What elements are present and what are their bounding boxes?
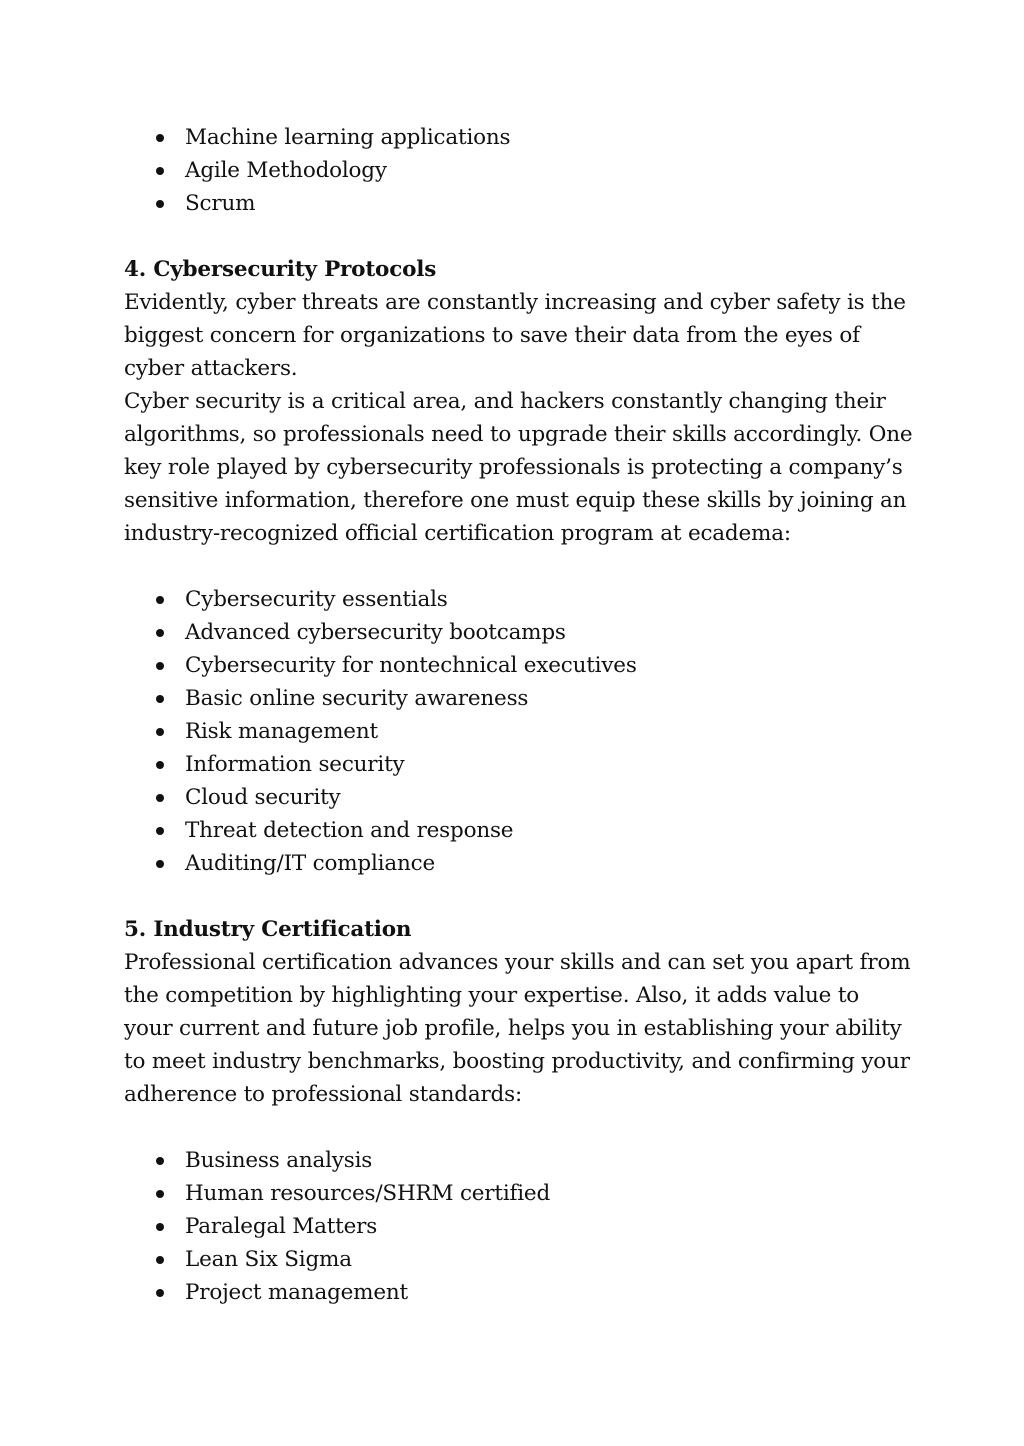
list-item-text: Advanced cybersecurity bootcamps — [185, 620, 566, 645]
bullet-icon — [156, 200, 164, 208]
section-heading-industry-certification: 5. Industry Certification — [124, 917, 412, 942]
bullet-icon — [156, 728, 164, 736]
certification-bullet-list — [124, 1144, 914, 1309]
bullet-icon — [156, 629, 164, 637]
list-item — [124, 682, 914, 715]
bullet-icon — [156, 1289, 164, 1297]
list-item-text: Cybersecurity essentials — [185, 587, 448, 612]
paragraph: Professional certification advances your skills and can set you apart from the competition by highlighting your expertise. Also, it adds value to your current and future job profile, helps you in establishing your ability to meet industry benchmarks, boosting productivity, and confirming your adherence to professional standards: — [124, 950, 911, 1107]
list-item — [124, 781, 914, 814]
paragraph: Cyber security is a critical area, and hackers constantly changing their algorithms, so professionals need to upgrade their skills accordingly. One key role played by cybersecurity professionals is protecting a company’s sensitive information, therefore one must equip these skills by joining an industry-recognized official certification program at ecadema: — [124, 389, 913, 546]
list-item-text: Cloud security — [185, 785, 341, 810]
list-item-text: Agile Methodology — [185, 158, 387, 183]
cybersecurity-bullet-list — [124, 583, 914, 880]
list-item-text: Basic online security awareness — [185, 686, 529, 711]
list-item — [124, 1243, 914, 1276]
spacer — [124, 220, 914, 253]
paragraph: Evidently, cyber threats are constantly increasing and cyber safety is the biggest concern for organizations to save their data from the eyes of cyber attackers. — [124, 290, 906, 381]
list-item-text: Project management — [185, 1280, 408, 1305]
list-item — [124, 1276, 914, 1309]
bullet-icon — [156, 1157, 164, 1165]
bullet-icon — [156, 1223, 164, 1231]
bullet-icon — [156, 1190, 164, 1198]
list-item — [124, 715, 914, 748]
list-item — [124, 616, 914, 649]
list-item-text: Lean Six Sigma — [185, 1247, 352, 1272]
bullet-icon — [156, 695, 164, 703]
bullet-icon — [156, 662, 164, 670]
list-item — [124, 1144, 914, 1177]
list-item-text: Cybersecurity for nontechnical executives — [185, 653, 637, 678]
list-item-text: Machine learning applications — [185, 125, 511, 150]
list-item — [124, 748, 914, 781]
list-item-text: Information security — [185, 752, 405, 777]
list-item — [124, 121, 914, 154]
list-item-text: Risk management — [185, 719, 378, 744]
list-item — [124, 583, 914, 616]
spacer — [124, 1111, 914, 1144]
intro-bullet-list — [124, 121, 914, 220]
list-item — [124, 649, 914, 682]
list-item-text: Paralegal Matters — [185, 1214, 378, 1239]
list-item — [124, 814, 914, 847]
list-item-text: Human resources/SHRM certified — [185, 1181, 551, 1206]
list-item — [124, 154, 914, 187]
bullet-icon — [156, 134, 164, 142]
bullet-icon — [156, 1256, 164, 1264]
bullet-icon — [156, 167, 164, 175]
list-item — [124, 187, 914, 220]
list-item — [124, 1210, 914, 1243]
list-item-text: Threat detection and response — [185, 818, 514, 843]
bullet-icon — [156, 761, 164, 769]
bullet-icon — [156, 794, 164, 802]
list-item-text: Business analysis — [185, 1148, 373, 1173]
bullet-icon — [156, 860, 164, 868]
spacer — [124, 550, 914, 583]
list-item-text: Scrum — [185, 191, 256, 216]
list-item-text: Auditing/IT compliance — [185, 851, 435, 876]
document-page — [124, 121, 914, 1309]
bullet-icon — [156, 596, 164, 604]
list-item — [124, 1177, 914, 1210]
list-item — [124, 847, 914, 880]
bullet-icon — [156, 827, 164, 835]
spacer — [124, 880, 914, 913]
section-heading-cybersecurity: 4. Cybersecurity Protocols — [124, 257, 437, 282]
